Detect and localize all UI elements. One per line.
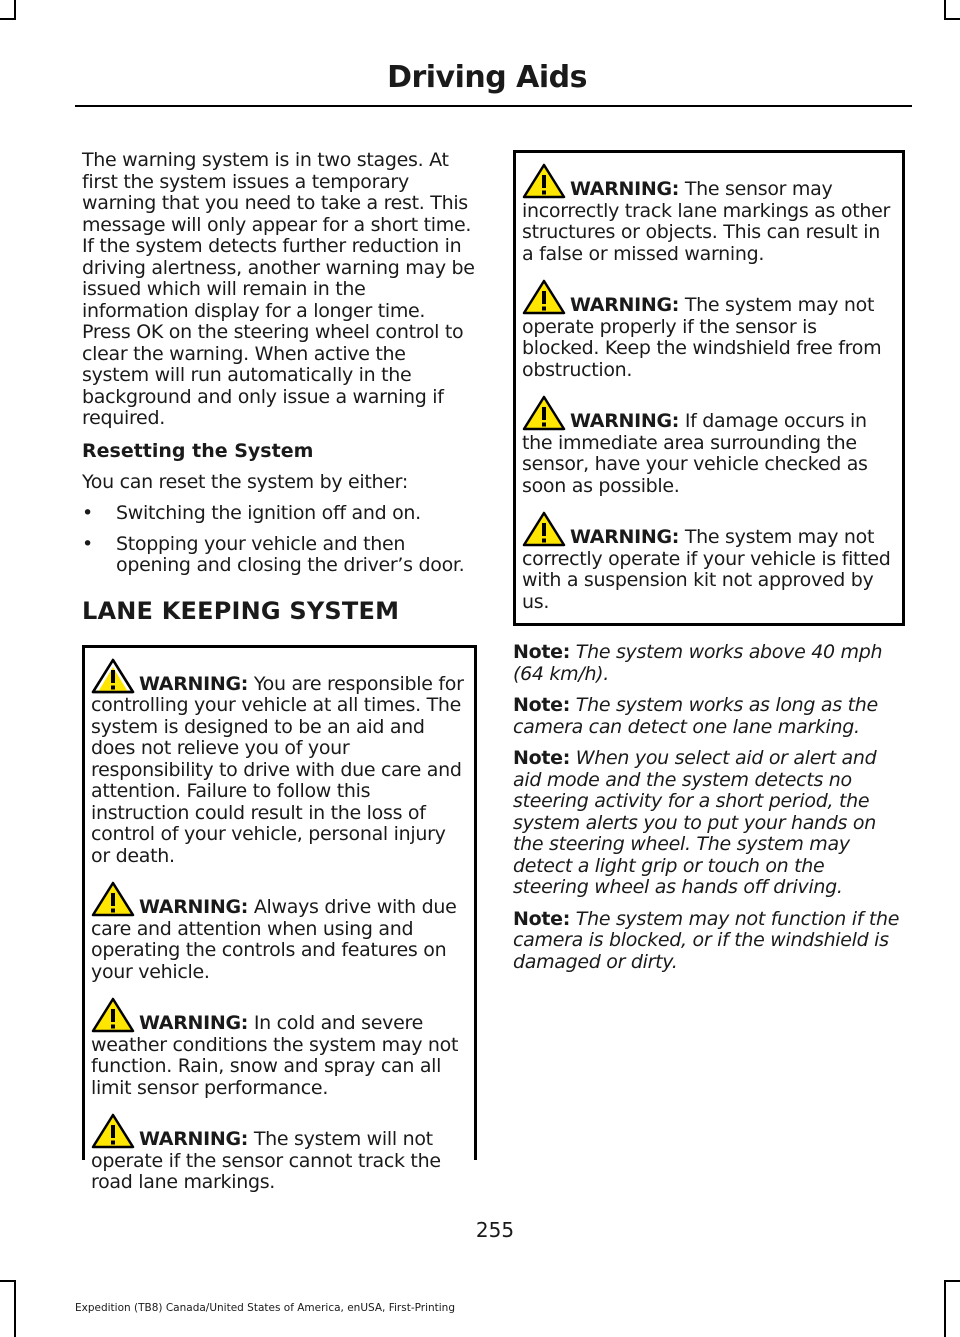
warning-triangle-icon	[522, 395, 566, 431]
list-item-text: Stopping your vehicle and then opening and closing the driver’s door.	[116, 532, 465, 576]
warning-text: The sensor may incorrectly track lane markings as other structures or objects. This can result in a false or missed warning.	[522, 178, 890, 265]
header-rule	[75, 105, 912, 107]
warning-triangle-icon	[522, 511, 566, 547]
warning-label: WARNING:	[139, 896, 249, 918]
crop-mark	[944, 1280, 946, 1337]
left-column	[82, 149, 477, 1193]
intro-paragraph: The warning system is in two stages. At first the system issues a temporary warning that you need to take a rest. This message will only appear for a short time. If the system detects further reduction in driving alertness, another warning may be issued which will remain in the information display for a longer time. Press OK on the steering wheel control to clear the warning. When active the system will run automatically in the background and only issue a warning if required.	[82, 149, 475, 429]
warning-label: WARNING:	[139, 1012, 249, 1034]
list-item	[82, 503, 477, 525]
subhead-resetting: Resetting the System	[82, 439, 314, 462]
warning-box-right	[513, 150, 905, 626]
warning-triangle-icon	[91, 658, 135, 694]
warning-text: You are responsible for controlling your vehicle at all times. The system is designed to be an aid and does not relieve you of your responsibility to drive with due care and attention. Failure to follow this instruction could result in the loss of control of your vehicle, personal injury or death.	[91, 672, 464, 867]
note-text: The system may not function if the camera is blocked, or if the windshield is damaged or dirty.	[513, 907, 900, 973]
warning-label: WARNING:	[570, 294, 680, 316]
warning-triangle-icon	[522, 279, 566, 315]
warning-paragraph	[522, 395, 896, 497]
crop-mark	[944, 18, 960, 20]
warning-triangle-icon	[91, 997, 135, 1033]
warning-text: The system may not operate properly if the sensor is blocked. Keep the windshield free from obstruction.	[522, 294, 882, 381]
warning-label: WARNING:	[570, 178, 680, 200]
warning-paragraph	[91, 881, 468, 983]
note-label: Note:	[513, 747, 571, 769]
warning-text: If damage occurs in the immediate area surrounding the sensor, have your vehicle checked as soon as possible.	[522, 410, 868, 497]
warning-paragraph	[522, 163, 896, 265]
crop-mark	[0, 18, 16, 20]
warning-paragraph	[522, 279, 896, 381]
bullet-glyph: •	[82, 502, 93, 524]
note-text: The system works as long as the camera can detect one lane marking.	[513, 694, 878, 738]
warning-text: Always drive with due care and attention when using and operating the controls and features on your vehicle.	[91, 896, 457, 983]
warning-text: The system will not operate if the sensor cannot track the road lane markings.	[91, 1128, 441, 1193]
note-text: When you select aid or alert and aid mode and the system detects no steering activity for a short period, the system alerts you to put your hands on the steering wheel. The system may detect a light grip or touch on the steering wheel as hands off driving.	[513, 747, 877, 898]
warning-box-left	[82, 645, 477, 1193]
reset-intro: You can reset the system by either:	[82, 470, 408, 493]
warning-label: WARNING:	[139, 1128, 249, 1150]
note-label: Note:	[513, 907, 571, 930]
list-item	[82, 534, 477, 577]
note-label: Note:	[513, 694, 571, 716]
crop-mark	[0, 1280, 16, 1282]
warning-paragraph	[91, 1113, 468, 1194]
warning-label: WARNING:	[570, 410, 680, 432]
warning-text: In cold and severe weather conditions the system may not function. Rain, snow and spray can all limit sensor performance.	[91, 1012, 459, 1099]
crop-mark	[944, 0, 946, 18]
warning-text: The system may not correctly operate if your vehicle is fitted with a suspension kit not approved by us.	[522, 526, 891, 613]
page-title: Driving Aids	[387, 60, 587, 95]
warning-paragraph	[91, 658, 468, 868]
crop-mark	[944, 1280, 960, 1282]
bullet-glyph: •	[82, 532, 93, 555]
right-column	[513, 150, 905, 983]
note-paragraph	[513, 748, 905, 899]
note-paragraph	[513, 695, 905, 738]
warning-paragraph	[91, 997, 468, 1099]
list-item-text: Switching the ignition off and on.	[116, 502, 421, 524]
note-text: The system works above 40 mph (64 km/h).	[513, 641, 883, 685]
crop-mark	[14, 0, 16, 18]
warning-triangle-icon	[91, 1113, 135, 1149]
note-paragraph	[513, 642, 905, 685]
footer-text: Expedition (TB8) Canada/United States of America, enUSA, First-Printing	[75, 1302, 456, 1314]
warning-paragraph	[522, 511, 896, 613]
note-paragraph	[513, 909, 905, 974]
note-label: Note:	[513, 641, 571, 663]
warning-label: WARNING:	[139, 672, 249, 695]
warning-label: WARNING:	[570, 526, 680, 548]
reset-list	[82, 503, 477, 577]
warning-triangle-icon	[91, 881, 135, 917]
page-number: 255	[475, 1218, 515, 1242]
section-title-lane-keeping: LANE KEEPING SYSTEM	[82, 596, 400, 625]
crop-mark	[14, 1280, 16, 1337]
warning-triangle-icon	[522, 163, 566, 199]
